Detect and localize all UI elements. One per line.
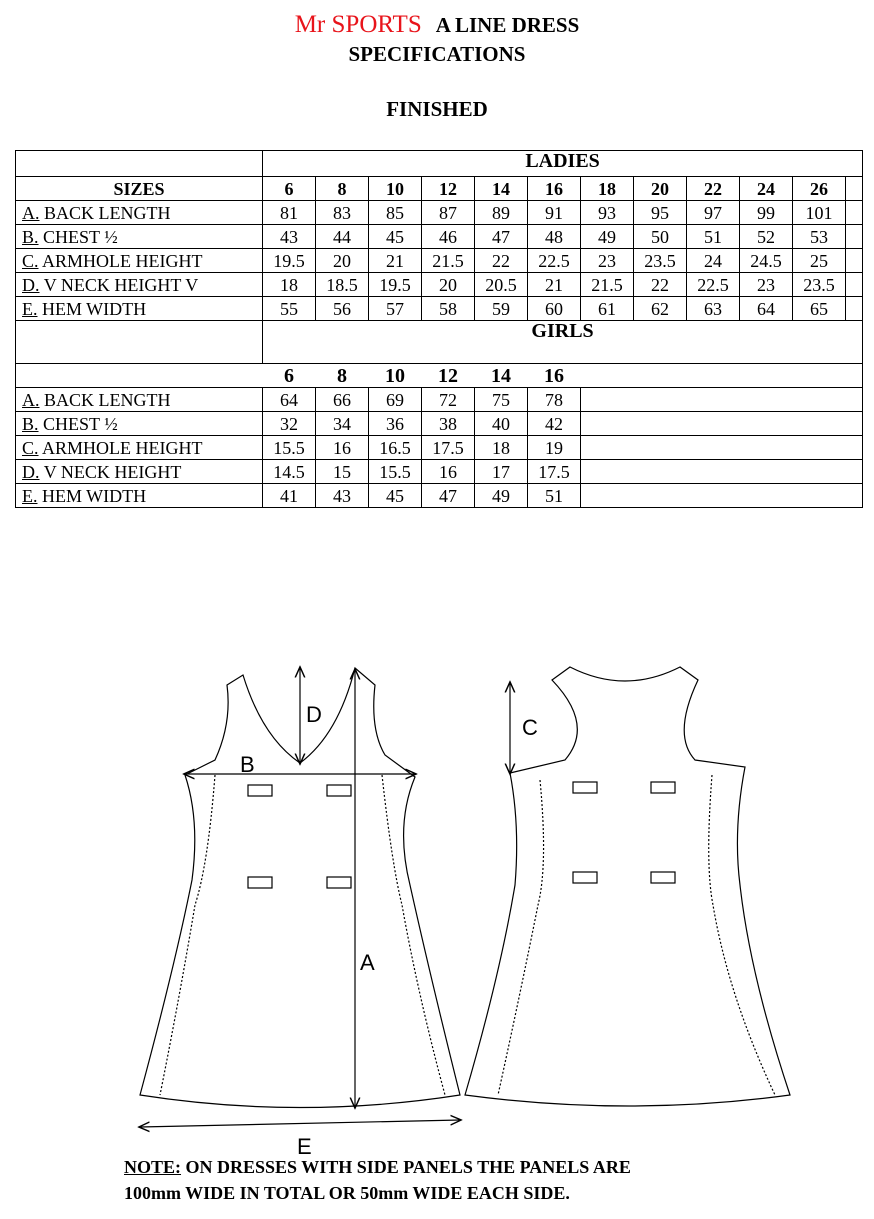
measurement-value: 60 [528, 297, 581, 321]
table-row [16, 484, 863, 508]
note-line-2: 100mm WIDE IN TOTAL OR 50mm WIDE EACH SIDE. [124, 1183, 570, 1203]
measurement-value: 21 [369, 249, 422, 273]
measurement-value: 50 [634, 225, 687, 249]
measurement-value: 72 [422, 388, 475, 412]
measurement-value: 15 [316, 460, 369, 484]
measurement-value: 16 [422, 460, 475, 484]
measurement-name: CHEST ½ [43, 413, 118, 434]
product-name: A LINE DRESS [435, 13, 580, 37]
table-row [16, 412, 863, 436]
measurement-value: 20 [316, 249, 369, 273]
size-header: 14 [475, 364, 528, 388]
measurement-value: 18 [475, 436, 528, 460]
note-line-1: ON DRESSES WITH SIDE PANELS THE PANELS ARE [181, 1157, 631, 1177]
measurement-value: 59 [475, 297, 528, 321]
table-row [16, 273, 863, 297]
measurement-label [16, 297, 263, 321]
measurement-value: 49 [581, 225, 634, 249]
measurement-value: 17 [475, 460, 528, 484]
blank-cell [846, 177, 863, 201]
back-view [465, 667, 790, 1106]
measurement-value: 66 [316, 388, 369, 412]
measurement-value: 22 [475, 249, 528, 273]
label-c: C [522, 715, 538, 740]
measurement-label [16, 273, 263, 297]
measurement-value: 55 [263, 297, 316, 321]
measurement-value: 19.5 [263, 249, 316, 273]
measurement-label [16, 484, 263, 508]
measurement-label [16, 436, 263, 460]
measurement-code: B. [22, 413, 39, 434]
blank-cell [581, 460, 863, 484]
measurement-value: 23 [581, 249, 634, 273]
measurement-value: 64 [263, 388, 316, 412]
measurement-value: 25 [793, 249, 846, 273]
measurement-value: 101 [793, 201, 846, 225]
measurement-value: 48 [528, 225, 581, 249]
measurement-value: 16 [316, 436, 369, 460]
measurement-value: 69 [369, 388, 422, 412]
girls-heading: GIRLS [263, 321, 863, 364]
blank-cell [846, 297, 863, 321]
blank-cell [16, 364, 263, 388]
blank-cell [581, 484, 863, 508]
measurement-value: 57 [369, 297, 422, 321]
blank-cell [846, 273, 863, 297]
table-row [16, 388, 863, 412]
measurement-value: 21.5 [581, 273, 634, 297]
measurement-value: 52 [740, 225, 793, 249]
measurement-value: 23 [740, 273, 793, 297]
measurement-value: 21 [528, 273, 581, 297]
measurement-value: 42 [528, 412, 581, 436]
size-header: 6 [263, 177, 316, 201]
measurement-name: ARMHOLE HEIGHT [42, 250, 203, 271]
label-d: D [306, 702, 322, 727]
measurement-code: E. [22, 485, 38, 506]
table-row [16, 249, 863, 273]
size-header: 18 [581, 177, 634, 201]
measurement-value: 87 [422, 201, 475, 225]
blank-cell [581, 388, 863, 412]
ladies-sizes-row [16, 177, 863, 201]
measurement-name: HEM WIDTH [42, 485, 147, 506]
size-header: 20 [634, 177, 687, 201]
blank-cell [16, 321, 263, 364]
measurement-value: 99 [740, 201, 793, 225]
measurement-value: 44 [316, 225, 369, 249]
size-header: 16 [528, 177, 581, 201]
measurement-value: 85 [369, 201, 422, 225]
pocket-icon [573, 782, 597, 793]
measurement-value: 81 [263, 201, 316, 225]
measurement-value: 23.5 [793, 273, 846, 297]
measurement-name: HEM WIDTH [42, 298, 147, 319]
document-title [0, 11, 874, 39]
measurement-value: 21.5 [422, 249, 475, 273]
measurement-label [16, 249, 263, 273]
measurement-code: C. [22, 437, 39, 458]
blank-cell [581, 412, 863, 436]
measurement-value: 95 [634, 201, 687, 225]
blank-cell [581, 364, 863, 388]
measurement-value: 22 [634, 273, 687, 297]
measurement-value: 23.5 [634, 249, 687, 273]
measurement-code: D. [22, 461, 40, 482]
blank-cell [846, 249, 863, 273]
measurement-label [16, 388, 263, 412]
measurement-label [16, 412, 263, 436]
measurement-code: B. [22, 226, 39, 247]
measurement-name: BACK LENGTH [44, 202, 171, 223]
spec-table [15, 150, 863, 508]
measurement-value: 53 [793, 225, 846, 249]
sizes-label: SIZES [16, 177, 263, 201]
measurement-code: D. [22, 274, 40, 295]
measurement-code: A. [22, 389, 40, 410]
size-header: 12 [422, 177, 475, 201]
table-row [16, 460, 863, 484]
measurement-value: 15.5 [263, 436, 316, 460]
measurement-value: 17.5 [528, 460, 581, 484]
measurement-value: 89 [475, 201, 528, 225]
measurement-value: 75 [475, 388, 528, 412]
dress-diagram [0, 655, 874, 1155]
measurement-value: 24 [687, 249, 740, 273]
pocket-icon [248, 785, 272, 796]
measurement-value: 93 [581, 201, 634, 225]
size-header: 22 [687, 177, 740, 201]
measurement-value: 43 [263, 225, 316, 249]
pocket-icon [327, 785, 351, 796]
measurement-value: 18.5 [316, 273, 369, 297]
measurement-value: 43 [316, 484, 369, 508]
measurement-value: 45 [369, 484, 422, 508]
table-row [16, 225, 863, 249]
measurement-name: CHEST ½ [43, 226, 118, 247]
note-prefix: NOTE: [124, 1157, 182, 1177]
measurement-code: E. [22, 298, 38, 319]
measurement-value: 63 [687, 297, 740, 321]
pocket-icon [327, 877, 351, 888]
measurement-value: 20 [422, 273, 475, 297]
measurement-value: 19 [528, 436, 581, 460]
measurement-value: 19.5 [369, 273, 422, 297]
measurement-value: 65 [793, 297, 846, 321]
measurement-value: 22.5 [528, 249, 581, 273]
measurement-value: 62 [634, 297, 687, 321]
footnote [124, 1154, 631, 1206]
label-b: B [240, 752, 255, 777]
measurement-value: 16.5 [369, 436, 422, 460]
measurement-value: 32 [263, 412, 316, 436]
table-row [16, 297, 863, 321]
pocket-icon [248, 877, 272, 888]
label-e: E [297, 1134, 312, 1155]
measurement-value: 14.5 [263, 460, 316, 484]
section-title: FINISHED [386, 97, 488, 121]
pocket-icon [573, 872, 597, 883]
measurement-name: V NECK HEIGHT V [43, 274, 199, 295]
measurement-label [16, 225, 263, 249]
girls-sizes-row [16, 364, 863, 388]
blank-cell [581, 436, 863, 460]
size-header: 16 [528, 364, 581, 388]
measurement-label [16, 460, 263, 484]
table-row [16, 436, 863, 460]
measurement-value: 91 [528, 201, 581, 225]
size-header: 8 [316, 177, 369, 201]
size-header: 12 [422, 364, 475, 388]
ladies-heading: LADIES [263, 151, 863, 177]
measurement-name: BACK LENGTH [44, 389, 171, 410]
table-row [16, 201, 863, 225]
document-subtitle: SPECIFICATIONS [348, 42, 526, 66]
measurement-value: 56 [316, 297, 369, 321]
size-header: 6 [263, 364, 316, 388]
measurement-value: 18 [263, 273, 316, 297]
measurement-value: 40 [475, 412, 528, 436]
blank-cell [16, 151, 263, 177]
measurement-label [16, 201, 263, 225]
pocket-icon [651, 782, 675, 793]
measurement-value: 46 [422, 225, 475, 249]
measurement-value: 17.5 [422, 436, 475, 460]
brand-name: Mr SPORTS [294, 11, 422, 38]
size-header: 14 [475, 177, 528, 201]
measurement-value: 24.5 [740, 249, 793, 273]
measurement-value: 38 [422, 412, 475, 436]
measurement-value: 78 [528, 388, 581, 412]
measurement-value: 47 [422, 484, 475, 508]
measurement-code: C. [22, 250, 39, 271]
measurement-value: 22.5 [687, 273, 740, 297]
size-header: 10 [369, 177, 422, 201]
measurement-code: A. [22, 202, 40, 223]
size-header: 10 [369, 364, 422, 388]
measurement-value: 47 [475, 225, 528, 249]
measurement-value: 58 [422, 297, 475, 321]
measurement-value: 83 [316, 201, 369, 225]
measurement-value: 34 [316, 412, 369, 436]
measurement-name: V NECK HEIGHT [43, 461, 182, 482]
measurement-name: ARMHOLE HEIGHT [42, 437, 203, 458]
measurement-value: 61 [581, 297, 634, 321]
size-header: 8 [316, 364, 369, 388]
size-header: 24 [740, 177, 793, 201]
measurement-value: 64 [740, 297, 793, 321]
blank-cell [846, 201, 863, 225]
measurement-value: 97 [687, 201, 740, 225]
measurement-value: 45 [369, 225, 422, 249]
measurement-value: 51 [528, 484, 581, 508]
measurement-value: 20.5 [475, 273, 528, 297]
measurement-value: 51 [687, 225, 740, 249]
label-a: A [360, 950, 375, 975]
measurement-value: 36 [369, 412, 422, 436]
measurement-value: 41 [263, 484, 316, 508]
measurement-value: 15.5 [369, 460, 422, 484]
measure-e-line [140, 1120, 460, 1127]
blank-cell [846, 225, 863, 249]
pocket-icon [651, 872, 675, 883]
size-header: 26 [793, 177, 846, 201]
measurement-value: 49 [475, 484, 528, 508]
